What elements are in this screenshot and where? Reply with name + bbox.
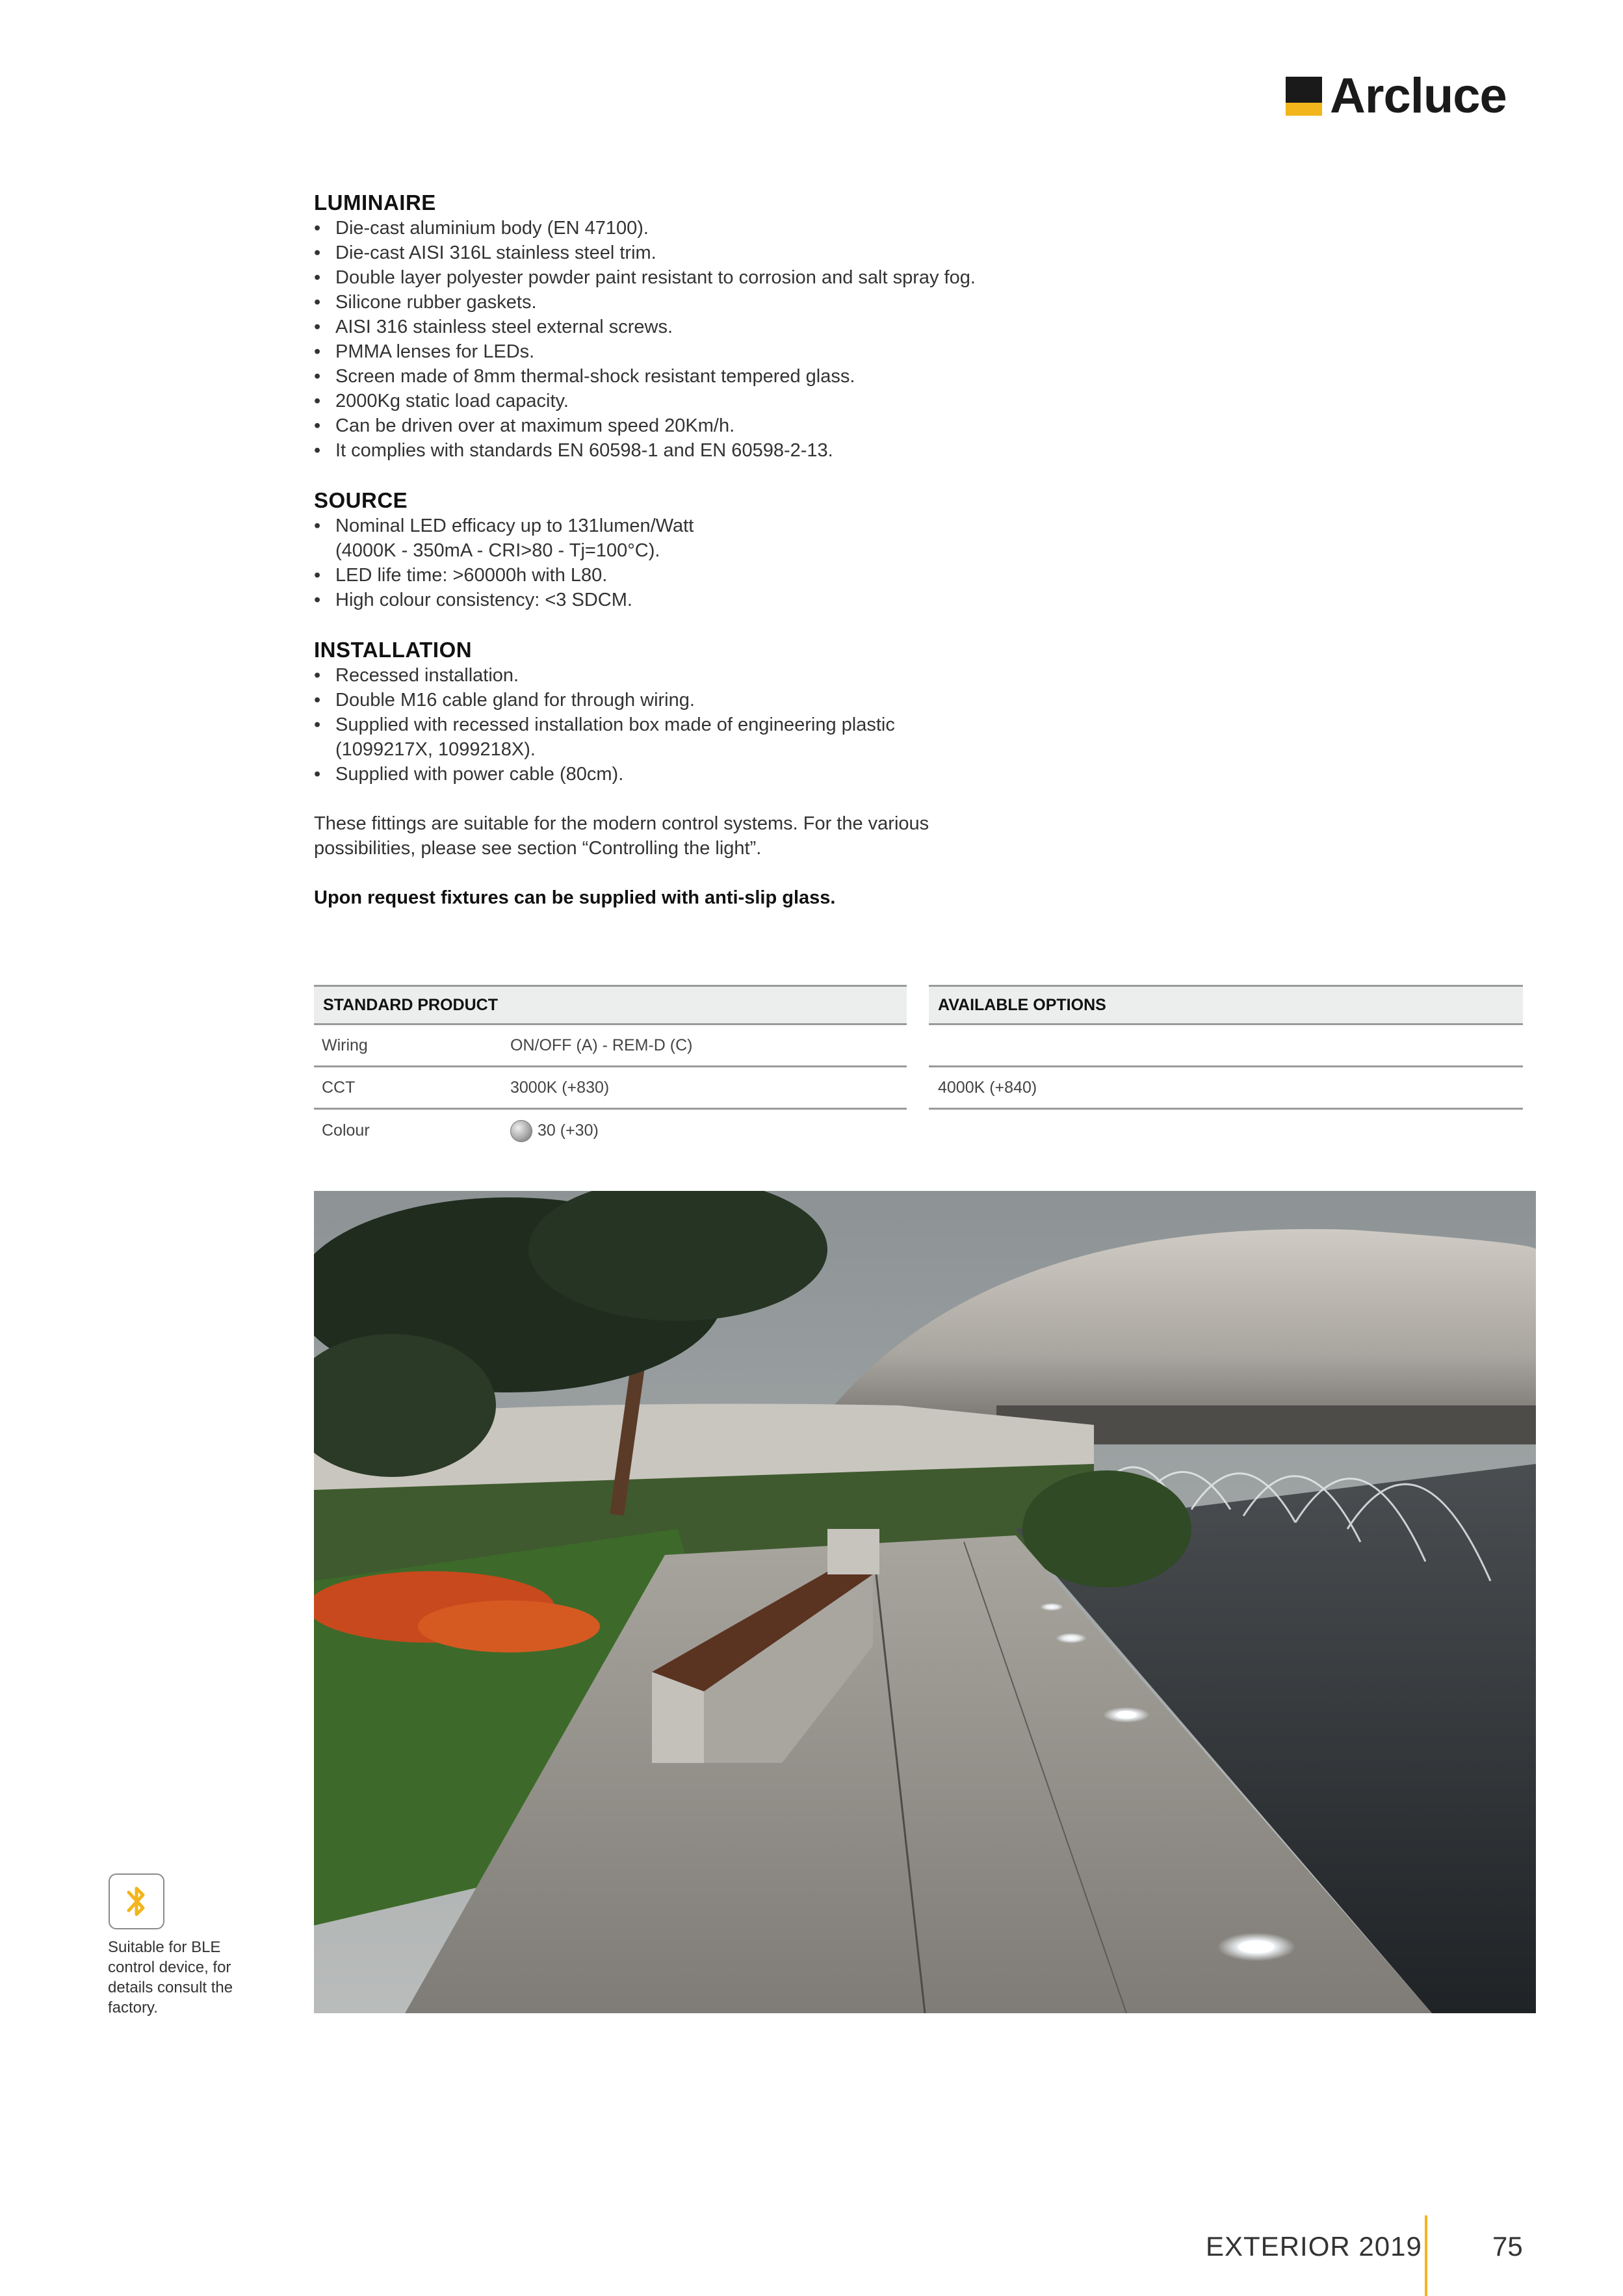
table-row [929, 1067, 1523, 1110]
brand-name: Arcluce [1330, 68, 1507, 124]
list-item: • It complies with standards EN 60598-1 and EN 60598-2-13. [314, 438, 1289, 463]
list-item-line: (1099217X, 1099218X). [335, 739, 536, 760]
list-item [314, 712, 1289, 762]
row-label: CCT [322, 1078, 356, 1097]
luminaire-title: LUMINAIRE [314, 190, 436, 215]
installation-section [314, 637, 1289, 787]
source-title: SOURCE [314, 488, 408, 512]
list-item: • Double M16 cable gland for through wiring. [314, 688, 1289, 712]
table-row [929, 1025, 1523, 1067]
installation-title: INSTALLATION [314, 638, 473, 662]
page-number: 75 [1492, 2231, 1523, 2262]
logo-mark-icon [1286, 77, 1322, 116]
list-item: • AISI 316 stainless steel external screws. [314, 315, 1289, 339]
footer-divider [1425, 2215, 1427, 2296]
list-item [314, 514, 1289, 563]
list-item: • Recessed installation. [314, 663, 1289, 688]
list-item-line: Supplied with recessed installation box made of engineering plastic [335, 714, 895, 735]
installation-list [314, 663, 1289, 787]
list-item: • Double layer polyester powder paint resistant to corrosion and salt spray fog. [314, 265, 1289, 290]
list-item: • Supplied with power cable (80cm). [314, 762, 1289, 787]
list-item: • 2000Kg static load capacity. [314, 389, 1289, 413]
source-section [314, 488, 1289, 612]
list-item: • Screen made of 8mm thermal-shock resistant tempered glass. [314, 364, 1289, 389]
bluetooth-icon [121, 1881, 152, 1922]
list-item: • LED life time: >60000h with L80. [314, 563, 1289, 588]
luminaire-list [314, 216, 1289, 463]
row-label: Colour [322, 1121, 370, 1140]
row-value: 4000K (+840) [938, 1078, 1037, 1097]
table-row [314, 1110, 907, 1152]
table-row [314, 1025, 907, 1067]
footer-section-title: EXTERIOR 2019 [1206, 2231, 1422, 2262]
brand-logo [1286, 70, 1507, 122]
list-item: • Can be driven over at maximum speed 20Km/h. [314, 413, 1289, 438]
list-item: • Die-cast aluminium body (EN 47100). [314, 216, 1289, 241]
anti-slip-note: Upon request fixtures can be supplied with anti-slip glass. [314, 887, 836, 908]
row-label: Wiring [322, 1036, 368, 1054]
bluetooth-badge [109, 1873, 164, 1929]
colour-value: 30 (+30) [538, 1121, 599, 1140]
list-item: • PMMA lenses for LEDs. [314, 339, 1289, 364]
table-header: STANDARD PRODUCT [314, 985, 907, 1025]
garden-scene-image [314, 1191, 1536, 2013]
control-note: These fittings are suitable for the modern control systems. For the various possibilities, please see section “Controlling the light”. [314, 813, 929, 859]
list-item: • High colour consistency: <3 SDCM. [314, 588, 1289, 612]
table-header: AVAILABLE OPTIONS [929, 985, 1523, 1025]
list-item-line: (4000K - 350mA - CRI>80 - Tj=100°C). [335, 540, 660, 561]
available-options-table [929, 985, 1523, 1110]
source-list [314, 514, 1289, 612]
row-value [510, 1120, 599, 1142]
luminaire-section [314, 190, 1289, 463]
ble-note: Suitable for BLE control device, for details consult the factory. [108, 1938, 233, 2016]
row-value: ON/OFF (A) - REM-D (C) [510, 1036, 693, 1054]
product-photo [314, 1191, 1536, 2013]
list-item: • Die-cast AISI 316L stainless steel trim. [314, 241, 1289, 265]
table-row [314, 1067, 907, 1110]
list-item-line: Nominal LED efficacy up to 131lumen/Watt [335, 515, 694, 536]
list-item: • Silicone rubber gaskets. [314, 290, 1289, 315]
colour-swatch-icon [510, 1120, 532, 1142]
row-value: 3000K (+830) [510, 1078, 610, 1097]
standard-product-table [314, 985, 907, 1152]
product-description [314, 190, 1289, 910]
